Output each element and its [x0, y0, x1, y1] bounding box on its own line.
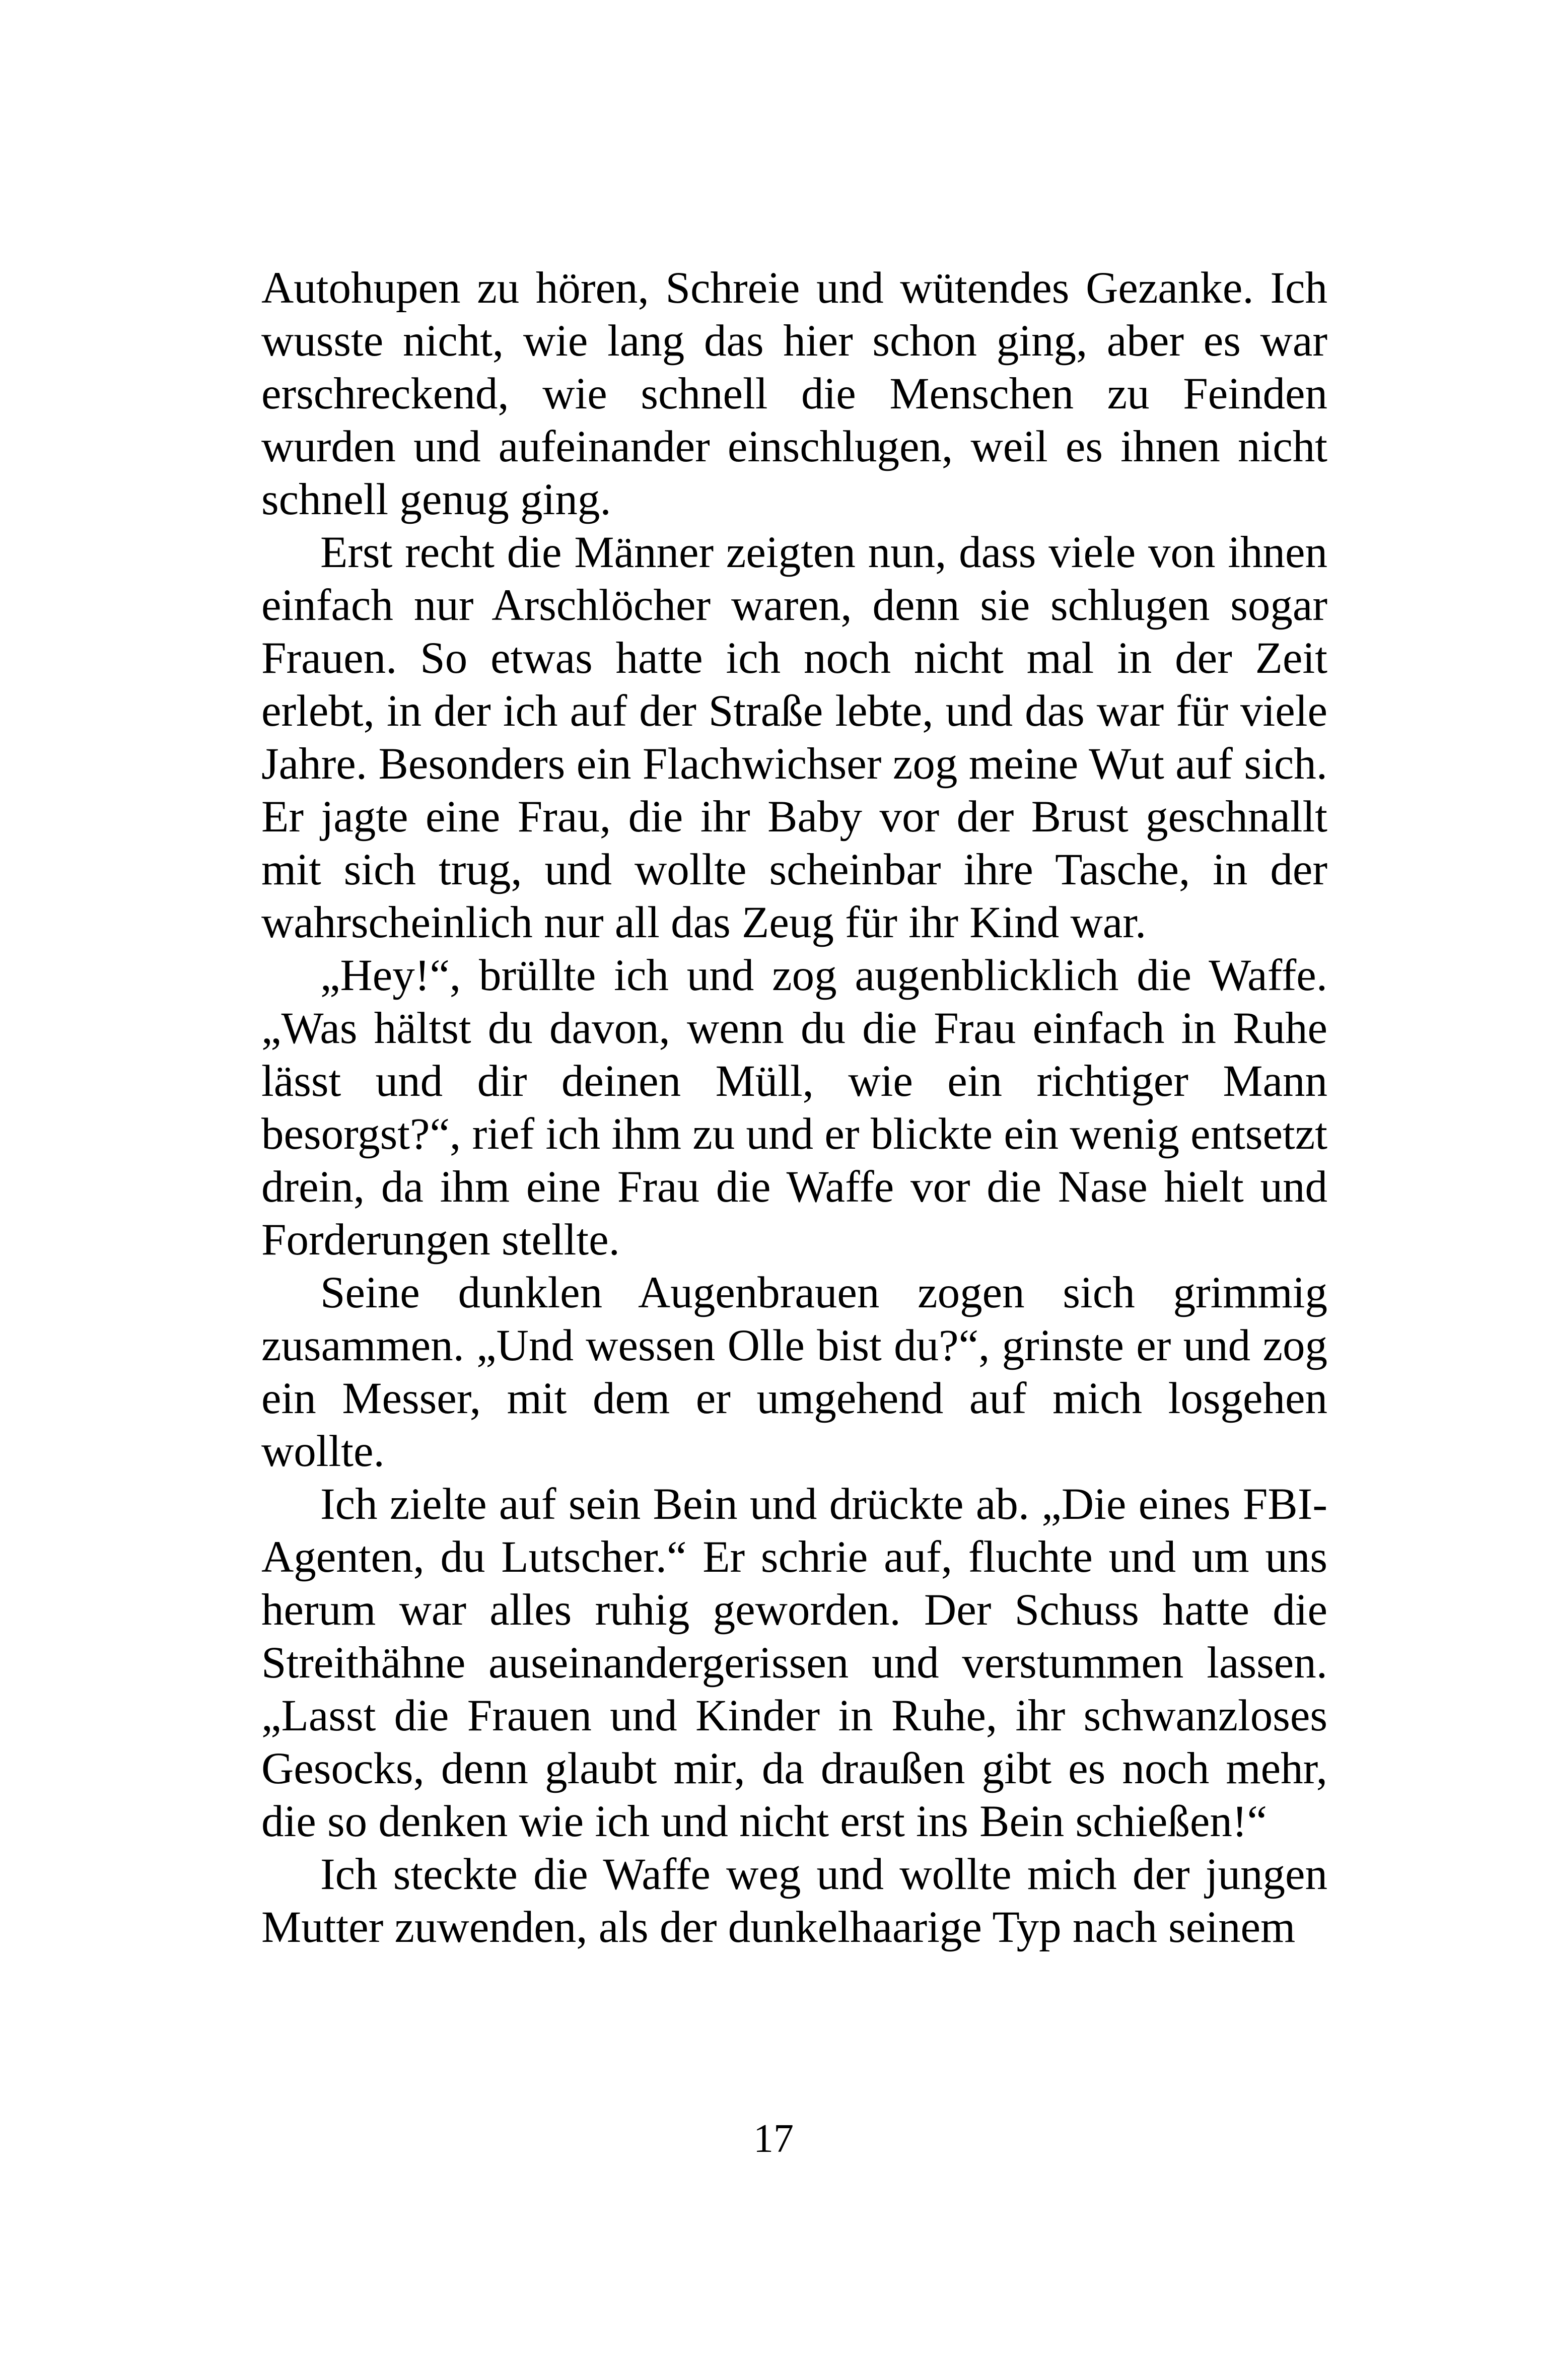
paragraph: Seine dunklen Augenbrauen zogen sich grimmig zusammen. „Und wessen Olle bist du?“, grinste er und zog ein Messer, mit dem er umgehend auf mich losgehen wollte.	[261, 1268, 1327, 1476]
paragraph: Erst recht die Männer zeigten nun, dass viele von ihnen einfach nur Arschlöcher waren, denn sie schlugen sogar Frauen. So etwas hatte ich noch nicht mal in der Zeit erlebt, in der ich auf der Straße lebte, und das war für viele Jahre. Besonders ein Flachwichser zog meine Wut auf sich. Er jagte eine Frau, die ihr Baby vor der Brust geschnallt mit sich trug, und wollte scheinbar ihre Tasche, in der wahrscheinlich nur all das Zeug für ihr Kind war.	[261, 528, 1327, 947]
body-text	[261, 262, 1327, 1954]
page-number: 17	[753, 2117, 794, 2161]
paragraph: Ich steckte die Waffe weg und wollte mich der jungen Mutter zuwenden, als der dunkelhaarige Typ nach seinem	[261, 1850, 1327, 1952]
paragraph: Autohupen zu hören, Schreie und wütendes Gezanke. Ich wusste nicht, wie lang das hier schon ging, aber es war erschreckend, wie schnell die Menschen zu Feinden wurden und aufeinander einschlugen, weil es ihnen nicht schnell genug ging.	[261, 263, 1327, 524]
paragraph: „Hey!“, brüllte ich und zog augenblicklich die Waffe. „Was hältst du davon, wenn du die Frau einfach in Ruhe lässt und dir deinen Müll, wie ein richtiger Mann besorgst?“, rief ich ihm zu und er blickte ein wenig entsetzt drein, da ihm eine Frau die Waffe vor die Nase hielt und Forderungen stellte.	[261, 951, 1327, 1265]
paragraph: Ich zielte auf sein Bein und drückte ab. „Die eines FBI-Agenten, du Lutscher.“ Er schrie auf, fluchte und um uns herum war alles ruhig geworden. Der Schuss hatte die Streithähne auseinandergerissen und verstummen lassen. „Lasst die Frauen und Kinder in Ruhe, ihr schwanzloses Gesocks, denn glaubt mir, da draußen gibt es noch mehr, die so denken wie ich und nicht erst ins Bein schießen!“	[261, 1480, 1327, 1846]
